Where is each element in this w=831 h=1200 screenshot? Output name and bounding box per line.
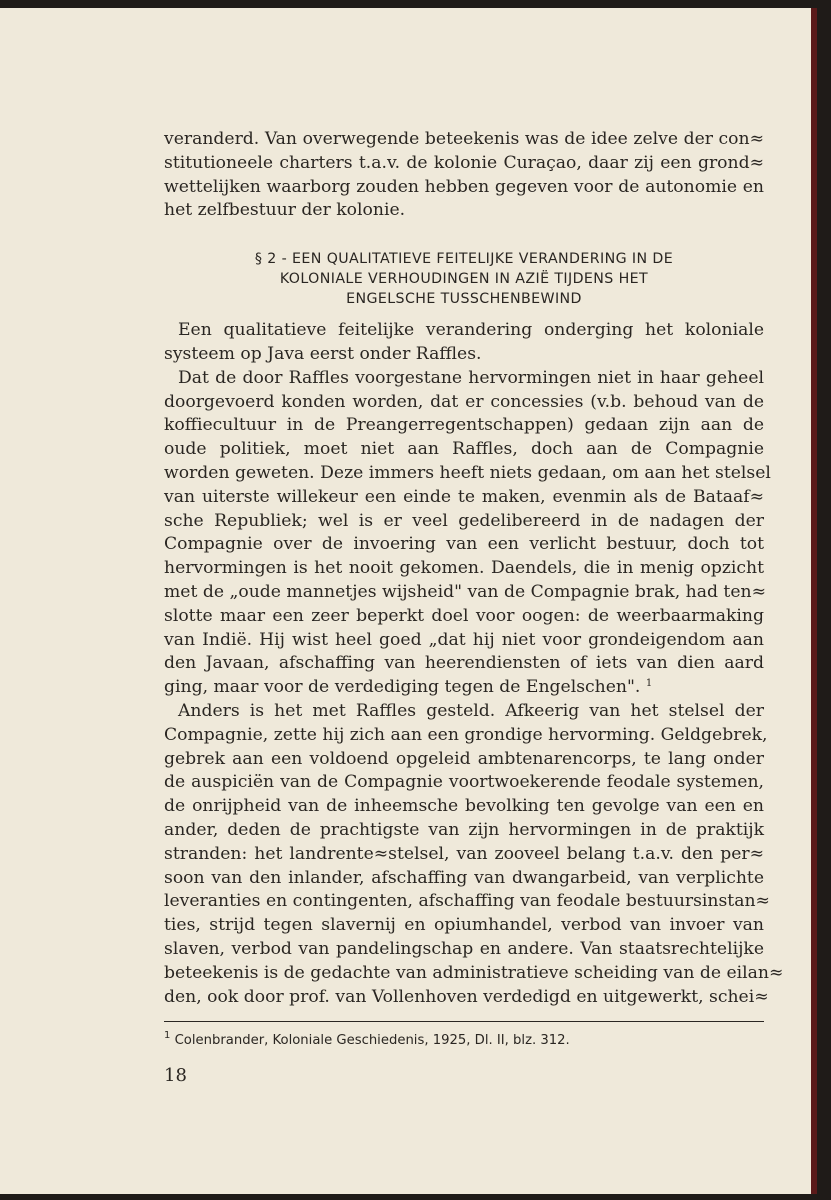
text-line: hervormingen is het nooit gekomen. Daendels, die in menig opzicht [164, 558, 764, 579]
text-line: ties, strijd tegen slavernij en opiumhandel, verbod van invoer van [164, 915, 764, 936]
text-line: ander, deden de prachtigste van zijn hervormingen in de praktijk [164, 819, 764, 840]
paragraph-2 [164, 319, 764, 367]
text-line: met de „oude mannetjes wijsheid" van de Compagnie brak, had ten≈ [164, 581, 766, 602]
paragraph-3 [164, 367, 771, 700]
text-line: soon van den inlander, afschaffing van dwangarbeid, van verplichte [164, 867, 764, 888]
footnote-reference[interactable]: 1 [645, 678, 653, 690]
text-line: Anders is het met Raffles gesteld. Afkeerig van het stelsel der [178, 700, 764, 721]
text-line: de auspiciën van de Compagnie voortwoekerende feodale systemen, [164, 772, 764, 793]
text-line [164, 676, 764, 700]
text-line: leveranties en contingenten, afschaffing van feodale bestuursinstan≈ [164, 891, 770, 912]
text-line: doorgevoerd konden worden, dat er concessies (v.b. behoud van de [164, 391, 764, 412]
text-line: oude politiek, moet niet aan Raffles, doch aan de Compagnie [164, 439, 764, 460]
page-number: 18 [164, 1065, 187, 1087]
heading-line: § 2 - EEN QUALITATIEVE FEITELIJKE VERANDERING IN DE [254, 251, 674, 268]
paragraph-4 [164, 700, 784, 1009]
text-line: Een qualitatieve feitelijke verandering onderging het koloniale [178, 320, 764, 341]
footnote-divider [164, 1021, 764, 1022]
text-line: sche Republiek; wel is er veel gedelibereerd in de nadagen der [164, 510, 764, 531]
text-line: den, ook door prof. van Vollenhoven verdedigd en uitgewerkt, schei≈ [164, 986, 769, 1007]
text-line: van uiterste willekeur een einde te maken, evenmin als de Bataaf≈ [164, 486, 764, 507]
section-heading [164, 249, 764, 309]
text-line: Compagnie over de invoering van een verlicht bestuur, doch tot [164, 534, 764, 555]
text-line-body: ging, maar voor de verdediging tegen de Engelschen". [164, 677, 641, 698]
text-line: wettelijken waarborg zouden hebben gegeven voor de autonomie en [164, 176, 764, 197]
text-line: beteekenis is de gedachte van administratieve scheiding van de eilan≈ [164, 962, 784, 983]
text-line: gebrek aan een voldoend opgeleid ambtenarencorps, te lang onder [164, 748, 764, 769]
heading-line: KOLONIALE VERHOUDINGEN IN AZIË TIJDENS HET [279, 271, 649, 288]
heading-line: ENGELSCHE TUSSCHENBEWIND [346, 291, 582, 308]
text-line: systeem op Java eerst onder Raffles. [164, 343, 482, 364]
text-line: van Indië. Hij wist heel goed „dat hij niet voor grondeigendom aan [164, 629, 764, 650]
footnote-marker: 1 [164, 1030, 171, 1042]
text-line: den Javaan, afschaffing van heerendiensten of iets van dien aard [164, 653, 764, 674]
paragraph-1 [164, 128, 764, 223]
text-line: worden geweten. Deze immers heeft niets gedaan, om aan het stelsel [164, 462, 771, 483]
book-page [0, 8, 817, 1194]
text-line: slaven, verbod van pandelingschap en andere. Van staatsrechtelijke [164, 938, 764, 959]
text-line: het zelfbestuur der kolonie. [164, 200, 406, 221]
text-line: veranderd. Van overwegende beteekenis was de idee zelve der con≈ [164, 129, 764, 149]
text-line: stitutioneele charters t.a.v. de kolonie Curaçao, daar zij een grond≈ [164, 152, 764, 173]
text-line: Dat de door Raffles voorgestane hervormingen niet in haar geheel [178, 367, 764, 388]
page-content [164, 128, 784, 1088]
footnote-text: Colenbrander, Koloniale Geschiedenis, 1925, Dl. II, blz. 312. [174, 1033, 570, 1049]
text-line: de onrijpheid van de inheemsche bevolking ten gevolge van een en [164, 796, 764, 817]
text-line: stranden: het landrente≈stelsel, van zooveel belang t.a.v. den per≈ [164, 843, 764, 864]
text-line: koffiecultuur in de Preangerregentschappen) gedaan zijn aan de [164, 415, 764, 436]
text-line: slotte maar een zeer beperkt doel voor oogen: de weerbaarmaking [164, 605, 764, 626]
text-line: Compagnie, zette hij zich aan een grondige hervorming. Geldgebrek, [164, 724, 768, 745]
footnote [164, 1032, 764, 1050]
